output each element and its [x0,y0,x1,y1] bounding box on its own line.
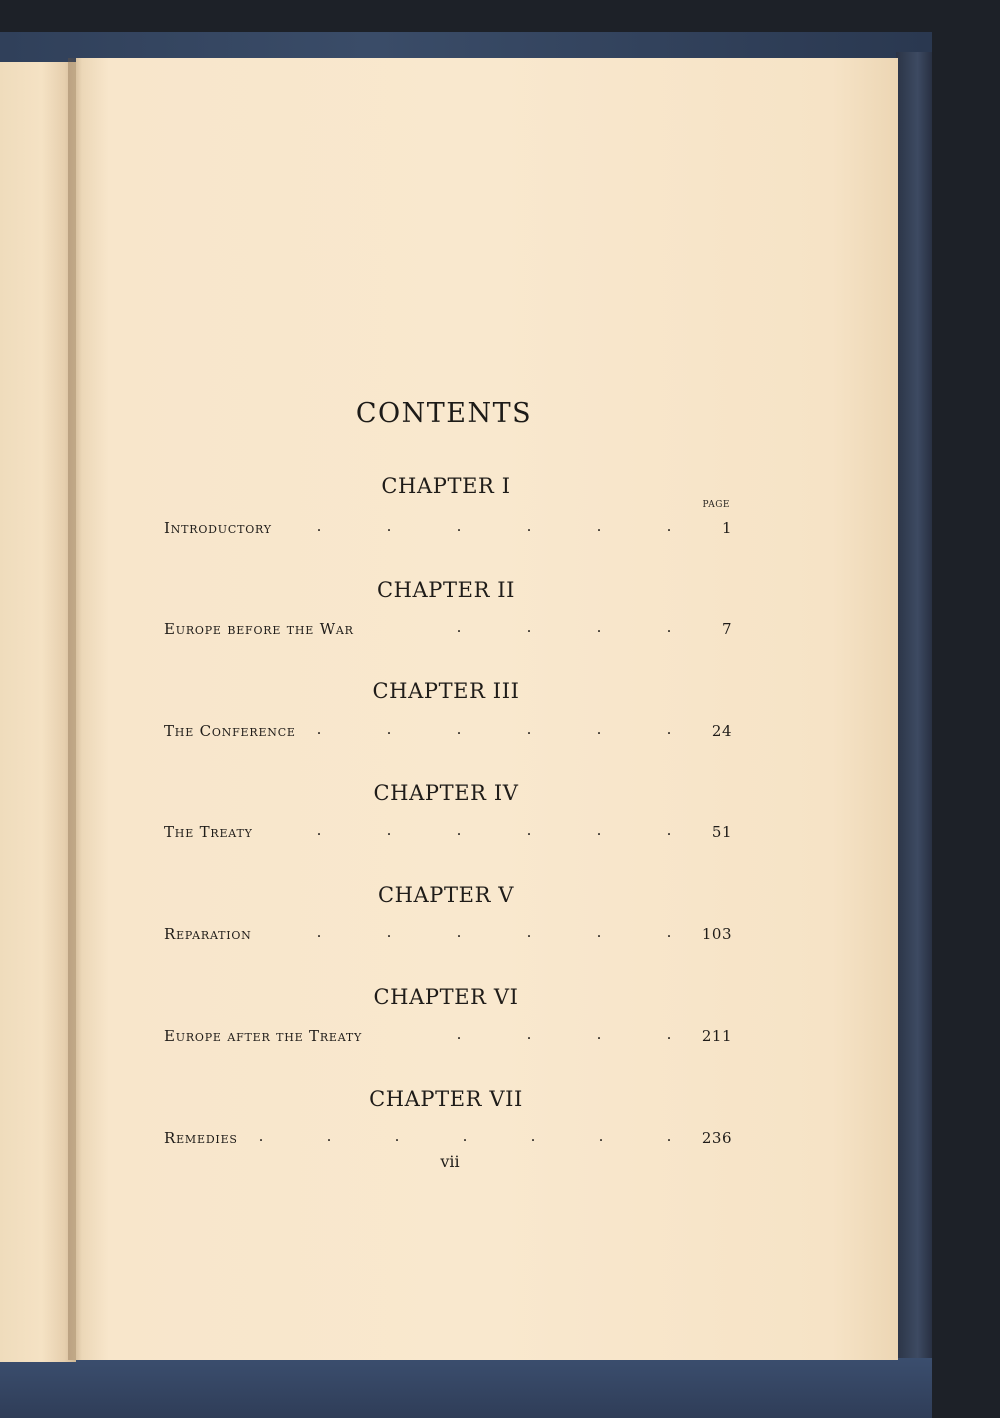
toc-entry-page: 236 [701,1129,732,1147]
dot-leader: . . . . . . [316,517,672,535]
toc-entry [164,519,732,541]
page-title-text: CONTENTS [355,398,533,429]
chapter-heading: CHAPTER V [377,883,515,907]
toc-entry-title: The Conference [164,722,296,740]
dot-leader: . . . . [456,618,672,636]
toc-entry [164,1129,732,1151]
toc-entry-page: 1 [721,519,732,537]
toc-entry-title: Reparation [164,925,252,943]
cover-bottom-edge [0,1358,932,1418]
dot-leader: . . . . . . . [258,1127,672,1145]
toc-entry-title: Europe after the Treaty [164,1027,363,1045]
chapter-heading: CHAPTER VII [369,1087,523,1111]
page-column-label: PAGE [702,500,730,510]
page-title [0,398,1000,429]
toc-entry [164,823,732,845]
toc-entry-title: Introductory [164,519,272,537]
page-number: vii [440,1152,460,1171]
left-page [0,62,76,1362]
toc-entry-title: The Treaty [164,823,253,841]
toc-entry-title: Remedies [164,1129,238,1147]
toc-entry-page: 24 [711,722,732,740]
toc-entry [164,620,732,642]
dot-leader: . . . . . . [316,923,672,941]
dot-leader: . . . . [456,1025,672,1043]
toc-entry [164,1027,732,1049]
toc-entry [164,925,732,947]
chapter-heading: CHAPTER I [381,474,511,498]
chapter-heading: CHAPTER II [376,578,516,602]
toc-entry-page: 211 [701,1027,732,1045]
dot-leader: . . . . . . [316,821,672,839]
chapter-heading: CHAPTER III [372,679,520,703]
chapter-heading: CHAPTER IV [373,781,519,805]
toc-entry-page: 103 [701,925,732,943]
dot-leader: . . . . . . [316,720,672,738]
toc-entry-title: Europe before the War [164,620,354,638]
gutter-shadow [68,58,82,1360]
toc-entry-page: 7 [721,620,732,638]
cover-edge [896,52,932,1364]
toc-entry [164,722,732,744]
chapter-heading: CHAPTER VI [373,985,519,1009]
toc-entry-page: 51 [711,823,732,841]
